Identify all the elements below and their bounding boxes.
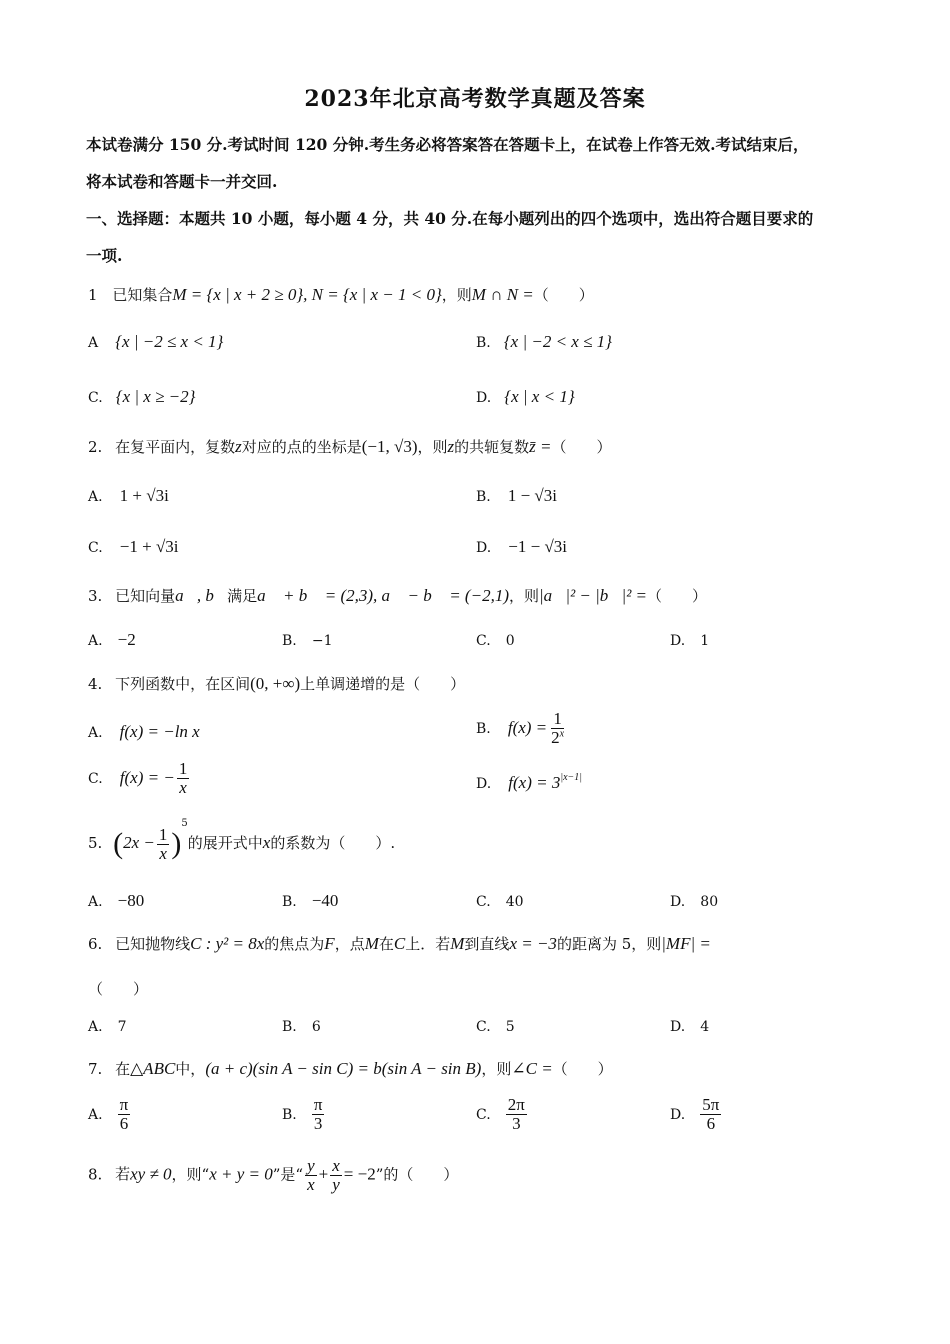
power: 5	[181, 818, 188, 829]
option-a	[88, 1016, 127, 1035]
question-text: 的系数为（ ）.	[270, 834, 396, 852]
question-text: ，则	[417, 438, 448, 456]
option-label: D.	[670, 894, 686, 910]
option-label: C.	[88, 770, 103, 787]
question-4	[88, 673, 465, 694]
question-text: 上单调递增的是（ ）	[300, 675, 466, 693]
fraction	[157, 826, 170, 863]
question-math: C : y² = 8x	[190, 934, 265, 953]
question-text: 下列函数中，在区间	[115, 675, 251, 693]
option-label: A.	[88, 633, 103, 649]
denominator: 3	[313, 1113, 323, 1133]
question-7	[88, 1058, 613, 1079]
question-text: ，则“	[171, 1165, 210, 1184]
option-value: −2	[117, 630, 136, 649]
denominator: x	[307, 1174, 315, 1194]
option-b	[282, 630, 332, 649]
option-value: 80	[700, 894, 719, 910]
question-math: (−1, √3)	[361, 437, 418, 456]
question-math: |a⃗|² − |b⃗|² =	[539, 586, 648, 605]
question-2	[88, 436, 612, 457]
question-text: 中，	[175, 1060, 206, 1078]
option-value: −1	[311, 633, 333, 649]
question-math: M	[450, 934, 465, 953]
option-value: 40	[505, 894, 524, 910]
option-label: C.	[476, 1019, 491, 1035]
option-b	[476, 486, 557, 506]
question-math: M	[364, 934, 379, 953]
fraction	[700, 1096, 721, 1133]
option-label: B.	[476, 720, 491, 737]
numerator: π	[119, 1095, 129, 1114]
option-label: D.	[476, 776, 492, 792]
question-text: ，点	[334, 935, 365, 953]
option-label: D.	[476, 390, 492, 406]
option-c	[88, 537, 179, 557]
option-c	[476, 1016, 515, 1035]
question-text: 的共轭复数	[454, 438, 530, 456]
option-a	[88, 1096, 132, 1133]
question-math: a⃗ + b⃗ = (2,3), a⃗ − b⃗ = (−2,1)	[257, 586, 509, 605]
numerator: 2π	[507, 1095, 525, 1114]
option-a	[88, 722, 200, 742]
option-label: B.	[476, 335, 491, 351]
fraction	[305, 1157, 317, 1194]
question-3	[88, 585, 707, 606]
question-number: 5.	[88, 834, 103, 852]
question-number: 8.	[88, 1165, 103, 1184]
question-math: = −2	[343, 1164, 376, 1184]
option-label: C.	[476, 894, 491, 910]
option-d	[476, 387, 575, 407]
option-value: 1	[700, 633, 710, 649]
option-value: 0	[505, 633, 515, 649]
question-5	[88, 818, 395, 862]
intro-line-1: 本试卷满分 150 分.考试时间 120 分钟.考生务必将答案答在答题卡上，在试卷上作答无效.考试结束后，	[86, 135, 809, 154]
numerator: 1	[158, 824, 168, 844]
denominator: 3	[512, 1113, 521, 1133]
numerator: π	[313, 1095, 323, 1114]
question-text: ，则	[508, 587, 539, 605]
question-6	[88, 933, 711, 954]
option-label: B.	[282, 1019, 297, 1035]
option-label: A.	[88, 489, 103, 505]
option-a	[88, 332, 223, 352]
option-label: A.	[88, 725, 103, 741]
question-math: ∠C =	[511, 1059, 553, 1078]
option-b	[282, 1096, 326, 1133]
question-text: ，则	[481, 1060, 512, 1078]
option-d	[670, 891, 718, 910]
intro-line-2: 将本试卷和答题卡一并交回.	[86, 172, 278, 191]
question-number: 4.	[88, 675, 103, 693]
question-8	[88, 1157, 458, 1194]
option-b	[476, 710, 568, 747]
option-label: D.	[670, 633, 686, 649]
question-number: 1	[88, 286, 98, 304]
exponent: |x−1|	[560, 772, 583, 783]
option-value: {x | −2 ≤ x < 1}	[115, 332, 224, 351]
question-text: 到直线	[464, 935, 510, 953]
fraction	[118, 1096, 131, 1133]
question-1	[88, 284, 594, 305]
option-value: f(x) = −	[119, 767, 175, 787]
denominator: y	[332, 1174, 340, 1194]
option-value: 6	[311, 1019, 321, 1035]
plus-sign: +	[318, 1164, 329, 1184]
answer-paren: （ ）	[533, 286, 594, 304]
left-paren: (	[113, 827, 124, 860]
option-value: −40	[311, 891, 339, 910]
question-math: |MF| =	[661, 934, 711, 953]
question-math: M = {x | x + 2 ≥ 0}, N = {x | x − 1 < 0}	[172, 285, 442, 304]
section-heading-line-2: 一项.	[86, 246, 123, 265]
option-value: {x | x < 1}	[504, 387, 575, 406]
question-text: ，则	[441, 286, 472, 304]
question-text: 已知向量	[115, 587, 176, 605]
answer-paren: （ ）	[551, 438, 612, 456]
option-label: A	[88, 335, 99, 351]
question-number: 2.	[88, 438, 103, 456]
denominator: 6	[706, 1113, 716, 1133]
fraction	[330, 1157, 342, 1194]
option-c	[88, 760, 191, 797]
option-b	[282, 1016, 321, 1035]
option-value: 5	[505, 1019, 515, 1035]
question-text: 若	[115, 1165, 131, 1184]
option-a	[88, 486, 169, 506]
denominator: x	[179, 777, 187, 797]
question-text: 已知抛物线	[115, 935, 191, 953]
option-c	[88, 387, 195, 407]
base: 2	[551, 727, 560, 747]
question-math: x = −3	[509, 934, 557, 953]
exponent: x	[559, 728, 565, 740]
option-c	[476, 891, 524, 910]
question-math: z	[235, 437, 242, 456]
option-label: B.	[476, 489, 491, 505]
question-math: 2x −	[123, 833, 155, 852]
question-math: M ∩ N =	[471, 285, 534, 304]
numerator: 5π	[702, 1095, 720, 1114]
answer-paren: （ ）	[647, 587, 708, 605]
question-text: ”的（ ）	[375, 1165, 459, 1184]
option-label: C.	[476, 1106, 491, 1123]
option-d	[670, 1096, 723, 1133]
question-text: 满足	[227, 587, 258, 605]
question-text: 在	[115, 1060, 131, 1078]
page-title: 2023年北京高考数学真题及答案	[304, 86, 646, 112]
option-label: B.	[282, 894, 297, 910]
option-label: D.	[670, 1019, 686, 1035]
denominator: 6	[119, 1113, 129, 1133]
denominator	[549, 729, 566, 747]
fraction	[506, 1096, 527, 1133]
question-text: 在复平面内，复数	[115, 438, 236, 456]
option-d	[670, 1016, 709, 1035]
question-math: (0, +∞)	[250, 674, 301, 693]
numerator: 1	[553, 709, 562, 728]
option-value: 4	[700, 1019, 710, 1035]
question-math: z	[447, 437, 455, 456]
option-b	[476, 332, 612, 352]
question-text: 在	[378, 935, 394, 953]
option-value: 1 − √3i	[507, 486, 557, 505]
option-label: C.	[88, 390, 103, 406]
numerator: 1	[178, 759, 188, 778]
option-label: D.	[476, 540, 492, 556]
question-math: xy ≠ 0	[130, 1164, 172, 1184]
option-d	[476, 537, 567, 557]
option-a	[88, 891, 144, 911]
fraction	[177, 760, 190, 797]
option-d	[476, 772, 582, 793]
question-text: 已知集合	[112, 286, 173, 304]
option-label: A.	[88, 1019, 103, 1035]
option-value: f(x) = −ln x	[119, 722, 200, 741]
option-d	[670, 630, 709, 649]
option-value: −80	[117, 891, 145, 910]
denominator: x	[159, 843, 167, 863]
question-number: 6.	[88, 935, 103, 953]
question-math: △ABC	[130, 1059, 176, 1078]
option-value: 7	[117, 1019, 127, 1035]
option-c	[476, 630, 515, 649]
option-b	[282, 891, 338, 911]
section-heading-line-1: 一、选择题：本题共 10 小题，每小题 4 分，共 40 分.在每小题列出的四个选项中，选出符合题目要求的	[86, 209, 814, 228]
question-math: F	[324, 934, 335, 953]
option-label: D.	[670, 1106, 686, 1123]
option-value: f(x) = 3	[508, 773, 561, 792]
fraction	[312, 1096, 325, 1133]
fraction	[549, 710, 566, 747]
numerator: x	[332, 1156, 340, 1175]
question-math: (a + c)(sin A − sin C) = b(sin A − sin B)	[205, 1059, 482, 1078]
question-text: ”是“	[272, 1165, 304, 1184]
option-value: 1 + √3i	[119, 486, 169, 505]
option-value: f(x) =	[507, 717, 548, 737]
question-text: 的展开式中	[187, 834, 263, 852]
answer-paren: （ ）	[88, 980, 149, 998]
question-text: 的焦点为	[264, 935, 325, 953]
numerator: y	[307, 1156, 315, 1175]
option-label: B.	[282, 633, 297, 649]
question-math: x + y = 0	[209, 1164, 273, 1184]
question-text: 上．若	[405, 935, 451, 953]
option-label: B.	[282, 1106, 297, 1123]
question-math: C	[393, 934, 406, 953]
question-text: 对应的点的坐标是	[241, 438, 362, 456]
right-paren: )	[171, 827, 182, 860]
option-value: −1 − √3i	[508, 537, 568, 556]
question-number: 7.	[88, 1060, 103, 1078]
option-label: C.	[88, 540, 103, 556]
option-c	[476, 1096, 529, 1133]
question-text: 的距离为 5，则	[556, 935, 662, 953]
option-value: {x | x ≥ −2}	[115, 387, 196, 406]
option-value: {x | −2 < x ≤ 1}	[503, 332, 612, 351]
question-math: x	[262, 833, 271, 852]
option-label: A.	[88, 894, 103, 910]
question-math: z̄ =	[529, 437, 552, 456]
option-label: C.	[476, 633, 491, 649]
answer-paren: （ ）	[552, 1060, 613, 1078]
option-value: −1 + √3i	[119, 537, 179, 556]
question-math: a⃗, b⃗	[175, 586, 228, 605]
option-a	[88, 630, 136, 650]
option-label: A.	[88, 1106, 103, 1123]
question-number: 3.	[88, 587, 103, 605]
